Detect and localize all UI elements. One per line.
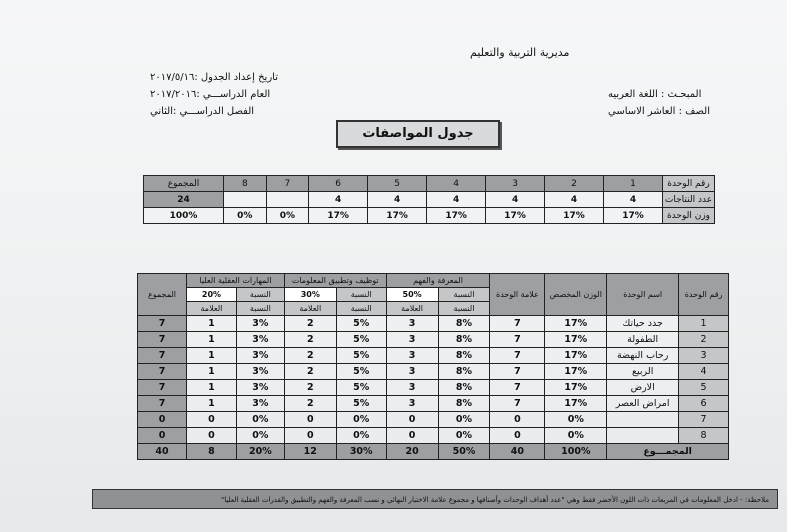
summary-table (143, 175, 715, 224)
totals-higher-ratio: 20% (236, 444, 284, 460)
table-row (138, 332, 729, 348)
application-pct[interactable]: 30% (284, 288, 336, 302)
cell-hm: 1 (187, 332, 237, 348)
cell-t: 7 (138, 380, 187, 396)
weight-cell: 0% (224, 208, 267, 224)
cell-m: 0 (490, 412, 545, 428)
unit-cell: 8 (224, 176, 267, 192)
cell-kr: 8% (438, 316, 490, 332)
cell-ar: 5% (336, 332, 386, 348)
table-row (138, 428, 729, 444)
cell-name[interactable]: الارض (607, 380, 679, 396)
header-unit-mark: علامة الوحدة (490, 274, 545, 316)
cell-t: 7 (138, 332, 187, 348)
cell-no: 6 (679, 396, 729, 412)
totals-application-mark: 12 (284, 444, 336, 460)
cell-name[interactable]: الربيع (607, 364, 679, 380)
header-ratio: النسبة (438, 288, 490, 302)
cell-hm: 1 (187, 316, 237, 332)
cell-w: 17% (545, 316, 607, 332)
outcomes-total: 24 (144, 192, 224, 208)
cell-no: 1 (679, 316, 729, 332)
cell-name[interactable]: رحاب النهضة (607, 348, 679, 364)
header-knowledge: المعرفة والفهم (386, 274, 490, 288)
summary-row-units (144, 176, 715, 192)
table-row (138, 396, 729, 412)
cell-no: 8 (679, 428, 729, 444)
weight-cell: 17% (545, 208, 604, 224)
header-weight: الوزن المخصص (545, 274, 607, 316)
cell-kr: 0% (438, 412, 490, 428)
spec-body (138, 316, 729, 444)
cell-am: 2 (284, 316, 336, 332)
cell-ar: 5% (336, 348, 386, 364)
header-ratio: النسبة (336, 288, 386, 302)
outcome-cell[interactable]: 4 (604, 192, 663, 208)
unit-cell: 7 (266, 176, 309, 192)
cell-hm: 0 (187, 428, 237, 444)
cell-m: 7 (490, 364, 545, 380)
higher-pct[interactable]: 20% (187, 288, 237, 302)
cell-am: 0 (284, 412, 336, 428)
school-year: العام الدراســـي :٢٠١٧/٢٠١٦ (150, 89, 271, 100)
outcome-cell[interactable] (224, 192, 267, 208)
totals-knowledge-mark: 20 (386, 444, 438, 460)
table-row (138, 364, 729, 380)
total-label: المجموع (144, 176, 224, 192)
header-mark: العلامة (187, 302, 237, 316)
cell-am: 2 (284, 396, 336, 412)
cell-ar: 5% (336, 316, 386, 332)
totals-label: المجمـــوع (607, 444, 729, 460)
spec-table (137, 273, 729, 460)
cell-name[interactable]: جدد حياتك (607, 316, 679, 332)
weight-cell: 0% (266, 208, 309, 224)
table-row (138, 316, 729, 332)
header-ratio: النسبة (236, 288, 284, 302)
spec-total-row (138, 444, 729, 460)
summary-row-weights (144, 208, 715, 224)
header-application: توظيف وتطبيق المعلومات (284, 274, 386, 288)
cell-w: 17% (545, 396, 607, 412)
cell-hr: 3% (236, 364, 284, 380)
table-row (138, 348, 729, 364)
outcome-cell[interactable] (266, 192, 309, 208)
cell-km: 3 (386, 364, 438, 380)
unit-cell: 4 (427, 176, 486, 192)
cell-w: 17% (545, 332, 607, 348)
cell-am: 2 (284, 380, 336, 396)
cell-km: 3 (386, 396, 438, 412)
cell-hr: 3% (236, 348, 284, 364)
knowledge-pct[interactable]: 50% (386, 288, 438, 302)
cell-ar: 5% (336, 364, 386, 380)
header-unit-no: رقم الوحدة (679, 274, 729, 316)
cell-hm: 1 (187, 348, 237, 364)
weight-cell: 17% (309, 208, 368, 224)
cell-name[interactable]: الطفولة (607, 332, 679, 348)
totals-mark: 40 (490, 444, 545, 460)
cell-am: 0 (284, 428, 336, 444)
cell-kr: 8% (438, 332, 490, 348)
spec-header-row-1 (138, 274, 729, 288)
cell-hm: 0 (187, 412, 237, 428)
cell-t: 7 (138, 364, 187, 380)
totals-weight: 100% (545, 444, 607, 460)
page-title: جدول المواصفات (336, 120, 500, 148)
cell-am: 2 (284, 364, 336, 380)
outcome-cell[interactable]: 4 (486, 192, 545, 208)
cell-km: 3 (386, 380, 438, 396)
unit-cell: 6 (309, 176, 368, 192)
totals-total: 40 (138, 444, 187, 460)
cell-t: 7 (138, 316, 187, 332)
outcome-cell[interactable]: 4 (427, 192, 486, 208)
cell-m: 7 (490, 348, 545, 364)
header-higher: المهارات العقلية العليا (187, 274, 285, 288)
outcome-cell[interactable]: 4 (368, 192, 427, 208)
cell-hr: 0% (236, 428, 284, 444)
row-label: عدد النتاجات (663, 192, 715, 208)
cell-hm: 1 (187, 364, 237, 380)
cell-m: 7 (490, 316, 545, 332)
weight-cell: 17% (486, 208, 545, 224)
cell-ar: 0% (336, 428, 386, 444)
outcome-cell[interactable]: 4 (545, 192, 604, 208)
cell-no: 4 (679, 364, 729, 380)
cell-hr: 3% (236, 332, 284, 348)
cell-no: 2 (679, 332, 729, 348)
cell-hr: 3% (236, 396, 284, 412)
weight-cell: 17% (604, 208, 663, 224)
cell-kr: 0% (438, 428, 490, 444)
cell-hr: 3% (236, 316, 284, 332)
unit-cell: 2 (545, 176, 604, 192)
totals-application-ratio: 30% (336, 444, 386, 460)
header-ratio: النسبة (438, 302, 490, 316)
header-ratio: النسبة (336, 302, 386, 316)
footer-note: ملاحظة: - ادخل المعلومات في المربعات ذات اللون الأخضر فقط وهي "عدد أهداف الوحدات وأصنافها و مجموع علامة الاختبار النهائي و نسب المعرفة والفهم والتطبيق والقدرات العقلية العليا" (92, 489, 778, 509)
cell-km: 3 (386, 348, 438, 364)
cell-kr: 8% (438, 348, 490, 364)
cell-t: 0 (138, 428, 187, 444)
header-ratio: النسبة (236, 302, 284, 316)
header-unit-name: اسم الوحدة (607, 274, 679, 316)
cell-km: 3 (386, 332, 438, 348)
cell-am: 2 (284, 348, 336, 364)
cell-am: 2 (284, 332, 336, 348)
cell-w: 17% (545, 380, 607, 396)
grade: الصف : العاشر الاساسي (608, 106, 710, 117)
cell-w: 0% (545, 428, 607, 444)
totals-higher-mark: 8 (187, 444, 237, 460)
cell-kr: 8% (438, 396, 490, 412)
cell-t: 0 (138, 412, 187, 428)
cell-hr: 0% (236, 412, 284, 428)
cell-kr: 8% (438, 380, 490, 396)
table-row (138, 380, 729, 396)
weight-cell: 17% (368, 208, 427, 224)
cell-w: 0% (545, 412, 607, 428)
cell-no: 5 (679, 380, 729, 396)
cell-m: 7 (490, 332, 545, 348)
weight-cell: 17% (427, 208, 486, 224)
cell-km: 3 (386, 316, 438, 332)
cell-no: 3 (679, 348, 729, 364)
totals-knowledge-ratio: 50% (438, 444, 490, 460)
cell-m: 0 (490, 428, 545, 444)
cell-t: 7 (138, 348, 187, 364)
cell-ar: 5% (336, 380, 386, 396)
cell-hm: 1 (187, 380, 237, 396)
cell-m: 7 (490, 380, 545, 396)
table-row (138, 412, 729, 428)
cell-hr: 3% (236, 380, 284, 396)
directorate-title: مديرية التربية والتعليم (470, 46, 570, 59)
weights-total: 100% (144, 208, 224, 224)
cell-ar: 5% (336, 396, 386, 412)
subject: المبحـث : اللغة العربيه (608, 89, 702, 100)
header-mark: العلامة (284, 302, 336, 316)
row-label: وزن الوحدة (663, 208, 715, 224)
cell-km: 0 (386, 412, 438, 428)
cell-name[interactable]: امراض العصر (607, 396, 679, 412)
unit-cell: 1 (604, 176, 663, 192)
cell-name[interactable] (607, 412, 679, 428)
cell-w: 17% (545, 348, 607, 364)
cell-name[interactable] (607, 428, 679, 444)
header-mark: العلامة (386, 302, 438, 316)
summary-row-outcomes (144, 192, 715, 208)
unit-cell: 5 (368, 176, 427, 192)
outcome-cell[interactable]: 4 (309, 192, 368, 208)
cell-w: 17% (545, 364, 607, 380)
prep-date: تاريخ إعداد الجدول :٢٠١٧/٥/١٦ (150, 72, 278, 83)
semester: الفصل الدراســـي :الثاني (150, 106, 255, 117)
row-label: رقم الوحدة (663, 176, 715, 192)
unit-cell: 3 (486, 176, 545, 192)
cell-t: 7 (138, 396, 187, 412)
cell-no: 7 (679, 412, 729, 428)
cell-kr: 8% (438, 364, 490, 380)
cell-ar: 0% (336, 412, 386, 428)
cell-km: 0 (386, 428, 438, 444)
cell-hm: 1 (187, 396, 237, 412)
header-total: المجموع (138, 274, 187, 316)
cell-m: 7 (490, 396, 545, 412)
